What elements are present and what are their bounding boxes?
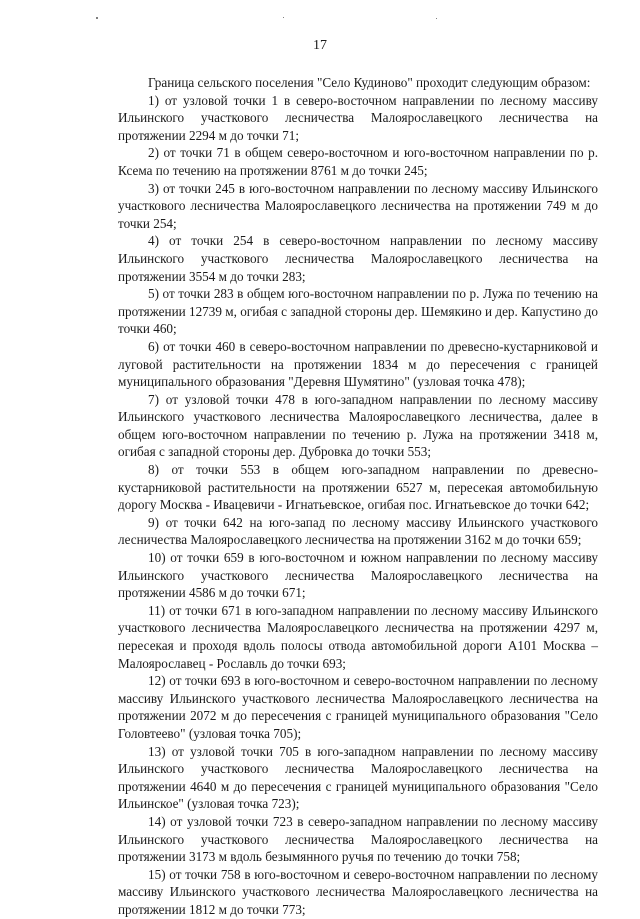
boundary-item: 8) от точки 553 в общем юго-западном направлении по древесно-кустарниковой растительности на протяжении 6527 м, пересекая автомобильную дорогу Москва - Ивацевичи - Игнатьевское, огибая пос. Игнатьевское до точки 642;: [118, 462, 598, 513]
boundary-item: 1) от узловой точки 1 в северо-восточном направлении по лесному массиву Ильинского участкового лесничества Малоярославецкого лесничества на протяжении 2294 м до точки 71;: [118, 92, 598, 143]
boundary-item: 13) от узловой точки 705 в юго-западном направлении по лесному массиву Ильинского участкового лесничества Малоярославецкого лесничества на протяжении 4640 м до пересечения с границей муниципального образования "Село Ильинское" (узловая точка 723);: [118, 743, 598, 812]
boundary-item: 14) от узловой точки 723 в северо-западном направлении по лесному массиву Ильинского участкового лесничества Малоярославецкого лесничества на протяжении 3173 м вдоль безымянного ручья по течению до точки 758;: [118, 813, 598, 865]
boundary-item: 5) от точки 283 в общем юго-восточном направлении по р. Лужа по течению на протяжении 12739 м, огибая с западной стороны дер. Шемякино и дер. Капустино до точки 460;: [118, 286, 598, 337]
page-number: 17: [313, 38, 327, 53]
intro-paragraph: Граница сельского поселения "Село Кудиново" проходит следующим образом:: [148, 75, 591, 90]
scan-speck: [436, 18, 437, 19]
scan-speck: [283, 17, 284, 18]
boundary-item: 15) от точки 758 в юго-восточном и северо-восточном направлении по лесному массиву Ильинского участкового лесничества Малоярославецкого лесничества на протяжении 1812 м до точки 773;: [118, 866, 598, 917]
boundary-item: 4) от точки 254 в северо-восточном направлении по лесному массиву Ильинского участкового лесничества Малоярославецкого лесничества на протяжении 3554 м до точки 283;: [118, 233, 598, 284]
boundary-item: 11) от точки 671 в юго-западном направлении по лесному массиву Ильинского участкового лесничества Малоярославецкого лесничества на протяжении 4297 м, пересекая и проходя вдоль полосы отвода автомобильной дороги А101 Москва – Малоярославец - Рославль до точки 693;: [118, 602, 598, 671]
boundary-item: 10) от точки 659 в юго-восточном и южном направлении по лесному массиву Ильинского участкового лесничества Малоярославецкого лесничества на протяжении 4586 м до точки 671;: [118, 550, 598, 601]
boundary-item: 2) от точки 71 в общем северо-восточном и юго-восточном направлении по р. Ксема по течению на протяжении 8761 м до точки 245;: [118, 145, 598, 178]
boundary-item: 9) от точки 642 на юго-запад по лесному массиву Ильинского участкового лесничества Малоярославецкого лесничества на протяжении 3162 м до точки 659;: [118, 514, 598, 548]
boundary-item: 6) от точки 460 в северо-восточном направлении по древесно-кустарниковой и луговой растительности на протяжении 1834 м до пересечения с границей муниципального образования "Деревня Шумятино" (узловая точка 478);: [118, 338, 598, 390]
boundary-item: 12) от точки 693 в юго-восточном и северо-восточном направлении по лесному массиву Ильинского участкового лесничества Малоярославецкого лесничества на протяжении 2072 м до пересечения с границей муниципального образования "Село Головтеево" (узловая точка 705);: [118, 673, 598, 741]
boundary-item: 3) от точки 245 в юго-восточном направлении по лесному массиву Ильинского участкового лесничества Малоярославецкого лесничества на протяжении 749 м до точки 254;: [118, 180, 598, 231]
boundary-item: 7) от узловой точки 478 в юго-западном направлении по лесному массиву Ильинского участкового лесничества Малоярославецкого лесничества, далее в общем юго-восточном направлении по течению р. Лужа на протяжении 3418 м, огибая с западной стороны дер. Дубровка до точки 553;: [118, 391, 598, 460]
document-body: [118, 74, 598, 919]
scan-speck: [96, 17, 98, 19]
